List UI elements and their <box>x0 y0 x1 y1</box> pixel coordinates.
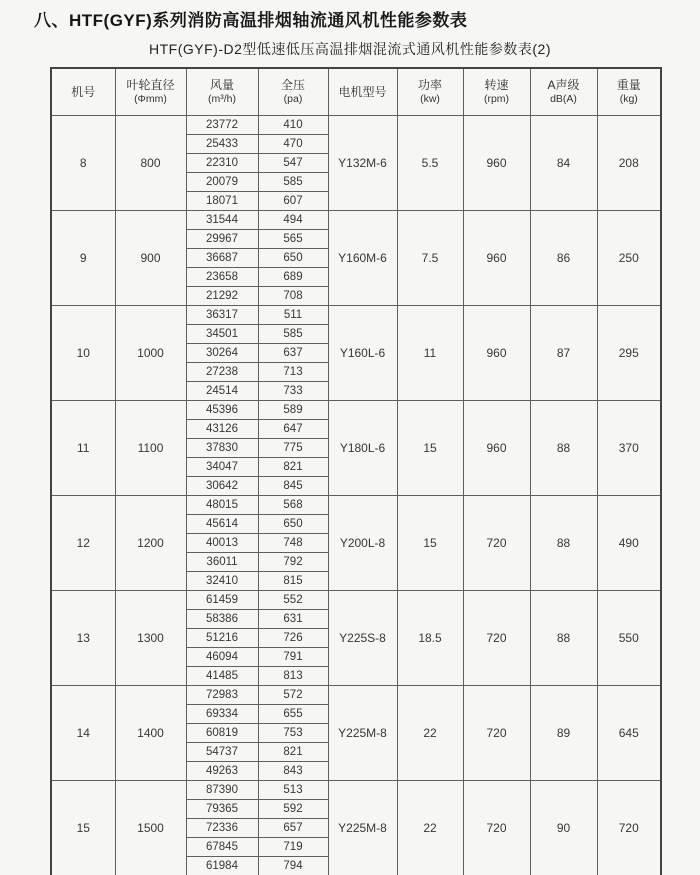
cell-fan-no: 10 <box>51 306 115 401</box>
page-title: 八、HTF(GYF)系列消防高温排烟轴流通风机性能参数表 <box>34 11 468 30</box>
cell-total-pressure: 647 <box>258 420 328 439</box>
cell-total-pressure: 410 <box>258 116 328 135</box>
cell-air-volume: 87390 <box>186 781 258 800</box>
table-row <box>51 306 661 325</box>
cell-air-volume: 69334 <box>186 705 258 724</box>
cell-total-pressure: 513 <box>258 781 328 800</box>
header-line2: dB(A) <box>550 92 577 105</box>
cell-air-volume: 43126 <box>186 420 258 439</box>
cell-total-pressure: 821 <box>258 743 328 762</box>
table-row <box>51 116 661 135</box>
cell-air-volume: 46094 <box>186 648 258 667</box>
cell-total-pressure: 821 <box>258 458 328 477</box>
cell-total-pressure: 547 <box>258 154 328 173</box>
cell-power: 18.5 <box>397 591 463 686</box>
cell-weight: 250 <box>597 211 661 306</box>
header-line1: 电机型号 <box>338 84 387 99</box>
cell-total-pressure: 568 <box>258 496 328 515</box>
cell-total-pressure: 511 <box>258 306 328 325</box>
cell-motor-model: Y225M-8 <box>328 686 397 781</box>
cell-total-pressure: 592 <box>258 800 328 819</box>
cell-total-pressure: 657 <box>258 819 328 838</box>
cell-air-volume: 20079 <box>186 173 258 192</box>
header-cell-speed <box>463 68 530 116</box>
cell-total-pressure: 552 <box>258 591 328 610</box>
cell-noise-level: 90 <box>530 781 597 875</box>
cell-weight: 370 <box>597 401 661 496</box>
cell-speed: 960 <box>463 116 530 211</box>
cell-total-pressure: 589 <box>258 401 328 420</box>
cell-noise-level: 86 <box>530 211 597 306</box>
performance-table-wrapper <box>50 67 660 875</box>
cell-total-pressure: 748 <box>258 534 328 553</box>
cell-air-volume: 18071 <box>186 192 258 211</box>
cell-air-volume: 45396 <box>186 401 258 420</box>
cell-speed: 720 <box>463 496 530 591</box>
cell-impeller-diameter: 1100 <box>115 401 186 496</box>
cell-air-volume: 61984 <box>186 857 258 875</box>
header-line2: (Φmm) <box>134 92 167 105</box>
cell-air-volume: 51216 <box>186 629 258 648</box>
cell-total-pressure: 775 <box>258 439 328 458</box>
cell-motor-model: Y160M-6 <box>328 211 397 306</box>
cell-total-pressure: 813 <box>258 667 328 686</box>
header-line2: (kw) <box>420 92 440 105</box>
header-cell-weight <box>597 68 661 116</box>
cell-total-pressure: 650 <box>258 249 328 268</box>
cell-total-pressure: 845 <box>258 477 328 496</box>
cell-air-volume: 30264 <box>186 344 258 363</box>
cell-total-pressure: 650 <box>258 515 328 534</box>
header-line2: (rpm) <box>483 92 510 105</box>
cell-fan-no: 12 <box>51 496 115 591</box>
cell-power: 11 <box>397 306 463 401</box>
table-header-row <box>51 68 661 116</box>
cell-fan-no: 9 <box>51 211 115 306</box>
cell-power: 7.5 <box>397 211 463 306</box>
cell-noise-level: 84 <box>530 116 597 211</box>
cell-weight: 295 <box>597 306 661 401</box>
cell-total-pressure: 791 <box>258 648 328 667</box>
cell-fan-no: 15 <box>51 781 115 875</box>
cell-air-volume: 30642 <box>186 477 258 496</box>
cell-air-volume: 34501 <box>186 325 258 344</box>
cell-power: 15 <box>397 401 463 496</box>
cell-motor-model: Y180L-6 <box>328 401 397 496</box>
table-row <box>51 496 661 515</box>
cell-air-volume: 61459 <box>186 591 258 610</box>
cell-total-pressure: 565 <box>258 230 328 249</box>
cell-weight: 208 <box>597 116 661 211</box>
cell-total-pressure: 572 <box>258 686 328 705</box>
cell-total-pressure: 470 <box>258 135 328 154</box>
cell-total-pressure: 815 <box>258 572 328 591</box>
cell-air-volume: 36687 <box>186 249 258 268</box>
header-cell-motor-model <box>328 68 397 116</box>
cell-total-pressure: 753 <box>258 724 328 743</box>
cell-total-pressure: 726 <box>258 629 328 648</box>
cell-motor-model: Y132M-6 <box>328 116 397 211</box>
header-cell-fan-no <box>51 68 115 116</box>
header-cell-power <box>397 68 463 116</box>
cell-power: 22 <box>397 686 463 781</box>
cell-impeller-diameter: 1000 <box>115 306 186 401</box>
cell-air-volume: 22310 <box>186 154 258 173</box>
header-cell-noise-level <box>530 68 597 116</box>
cell-air-volume: 45614 <box>186 515 258 534</box>
cell-air-volume: 49263 <box>186 762 258 781</box>
table-row <box>51 591 661 610</box>
cell-total-pressure: 733 <box>258 382 328 401</box>
cell-air-volume: 25433 <box>186 135 258 154</box>
cell-air-volume: 23772 <box>186 116 258 135</box>
cell-impeller-diameter: 1300 <box>115 591 186 686</box>
cell-total-pressure: 843 <box>258 762 328 781</box>
header-line2: (pa) <box>283 92 303 105</box>
cell-air-volume: 41485 <box>186 667 258 686</box>
header-cell-total-pressure <box>258 68 328 116</box>
table-row <box>51 686 661 705</box>
header-line1: 机号 <box>71 84 96 99</box>
cell-power: 15 <box>397 496 463 591</box>
cell-air-volume: 21292 <box>186 287 258 306</box>
cell-air-volume: 34047 <box>186 458 258 477</box>
cell-total-pressure: 708 <box>258 287 328 306</box>
cell-weight: 645 <box>597 686 661 781</box>
header-line1: A声级 <box>547 77 580 92</box>
table-row <box>51 401 661 420</box>
cell-total-pressure: 607 <box>258 192 328 211</box>
cell-speed: 720 <box>463 686 530 781</box>
header-line1: 转速 <box>484 77 509 92</box>
cell-noise-level: 88 <box>530 591 597 686</box>
cell-weight: 550 <box>597 591 661 686</box>
table-subtitle: HTF(GYF)-D2型低速低压高温排烟混流式通风机性能参数表(2) <box>149 41 551 57</box>
cell-total-pressure: 585 <box>258 173 328 192</box>
cell-noise-level: 88 <box>530 496 597 591</box>
cell-air-volume: 31544 <box>186 211 258 230</box>
cell-total-pressure: 689 <box>258 268 328 287</box>
cell-speed: 960 <box>463 401 530 496</box>
cell-total-pressure: 794 <box>258 857 328 875</box>
header-cell-air-volume <box>186 68 258 116</box>
cell-speed: 720 <box>463 781 530 875</box>
cell-air-volume: 67845 <box>186 838 258 857</box>
cell-speed: 960 <box>463 306 530 401</box>
cell-motor-model: Y225M-8 <box>328 781 397 875</box>
cell-impeller-diameter: 1200 <box>115 496 186 591</box>
cell-total-pressure: 719 <box>258 838 328 857</box>
cell-power: 22 <box>397 781 463 875</box>
header-line1: 功率 <box>417 77 442 92</box>
cell-motor-model: Y160L-6 <box>328 306 397 401</box>
cell-air-volume: 54737 <box>186 743 258 762</box>
cell-motor-model: Y200L-8 <box>328 496 397 591</box>
performance-parameters-table <box>50 67 662 875</box>
cell-air-volume: 36011 <box>186 553 258 572</box>
cell-weight: 490 <box>597 496 661 591</box>
cell-air-volume: 72336 <box>186 819 258 838</box>
cell-air-volume: 24514 <box>186 382 258 401</box>
header-line1: 叶轮直径 <box>126 77 175 92</box>
cell-fan-no: 8 <box>51 116 115 211</box>
table-row <box>51 781 661 800</box>
cell-impeller-diameter: 800 <box>115 116 186 211</box>
cell-total-pressure: 631 <box>258 610 328 629</box>
cell-noise-level: 89 <box>530 686 597 781</box>
cell-air-volume: 40013 <box>186 534 258 553</box>
cell-impeller-diameter: 1500 <box>115 781 186 875</box>
cell-total-pressure: 655 <box>258 705 328 724</box>
header-line1: 风量 <box>209 77 234 92</box>
cell-air-volume: 27238 <box>186 363 258 382</box>
cell-air-volume: 36317 <box>186 306 258 325</box>
table-row <box>51 211 661 230</box>
cell-weight: 720 <box>597 781 661 875</box>
cell-air-volume: 48015 <box>186 496 258 515</box>
cell-power: 5.5 <box>397 116 463 211</box>
cell-air-volume: 37830 <box>186 439 258 458</box>
header-line2: (kg) <box>619 92 638 105</box>
cell-impeller-diameter: 900 <box>115 211 186 306</box>
cell-air-volume: 60819 <box>186 724 258 743</box>
cell-impeller-diameter: 1400 <box>115 686 186 781</box>
cell-total-pressure: 792 <box>258 553 328 572</box>
cell-air-volume: 29967 <box>186 230 258 249</box>
cell-speed: 960 <box>463 211 530 306</box>
cell-total-pressure: 585 <box>258 325 328 344</box>
header-line1: 全压 <box>280 77 305 92</box>
cell-air-volume: 79365 <box>186 800 258 819</box>
header-cell-impeller-diameter <box>115 68 186 116</box>
cell-noise-level: 88 <box>530 401 597 496</box>
header-line1: 重量 <box>616 77 641 92</box>
cell-air-volume: 58386 <box>186 610 258 629</box>
cell-air-volume: 23658 <box>186 268 258 287</box>
cell-speed: 720 <box>463 591 530 686</box>
cell-noise-level: 87 <box>530 306 597 401</box>
cell-fan-no: 14 <box>51 686 115 781</box>
cell-air-volume: 72983 <box>186 686 258 705</box>
cell-air-volume: 32410 <box>186 572 258 591</box>
cell-motor-model: Y225S-8 <box>328 591 397 686</box>
cell-total-pressure: 637 <box>258 344 328 363</box>
cell-total-pressure: 494 <box>258 211 328 230</box>
cell-fan-no: 11 <box>51 401 115 496</box>
cell-fan-no: 13 <box>51 591 115 686</box>
cell-total-pressure: 713 <box>258 363 328 382</box>
header-line2: (m³/h) <box>208 92 236 105</box>
